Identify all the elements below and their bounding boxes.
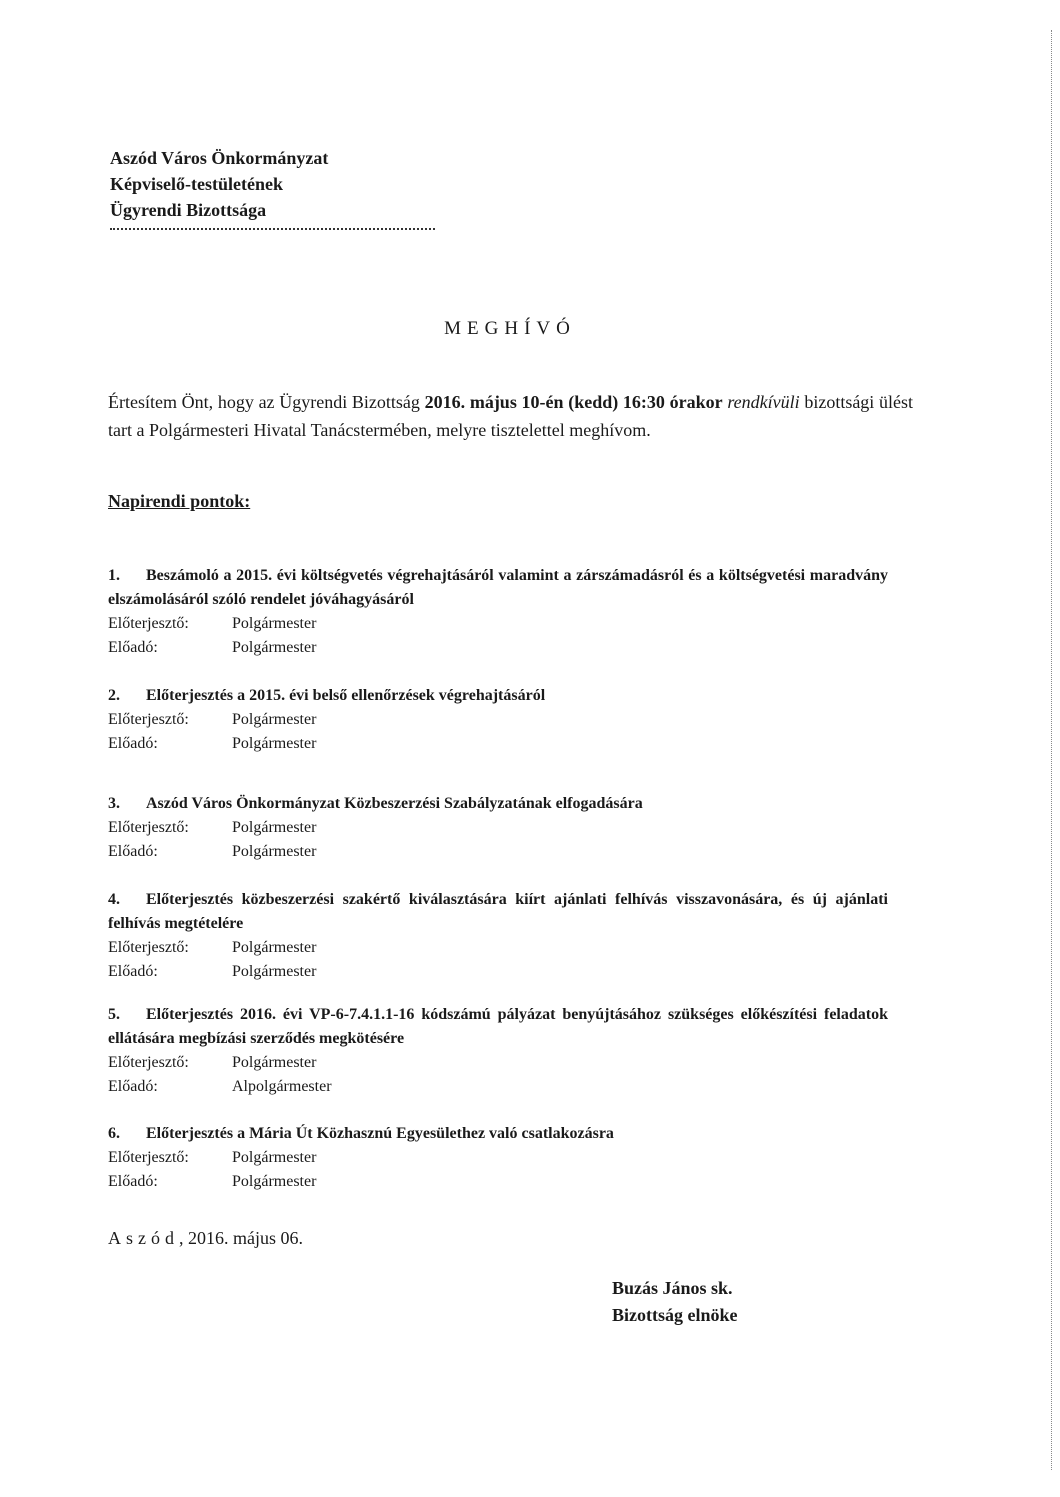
agenda-item-title: [108, 888, 888, 936]
agenda-item-title: [108, 1122, 888, 1146]
agenda-item-text: Beszámoló a 2015. évi költségvetés végrehajtásáról valamint a zárszámadásról és a költségvetési maradvány elszámolásáról szóló rendelet jóváhagyásáról: [108, 567, 888, 608]
presenter-value: Polgármester: [232, 615, 317, 632]
agenda-item-title: [108, 792, 888, 816]
presenter-value: Polgármester: [232, 1149, 317, 1166]
speaker-label: Előadó:: [108, 1173, 158, 1190]
agenda-item-title: [108, 1003, 888, 1051]
agenda-item-1: [108, 564, 888, 660]
agenda-item-title: [108, 564, 888, 612]
presenter-label: Előterjesztő:: [108, 819, 189, 836]
speaker-value: Polgármester: [232, 735, 317, 752]
speaker-value: Polgármester: [232, 639, 317, 656]
presenter-value: Polgármester: [232, 711, 317, 728]
intro-part-2: bizottsági ülést tart a Polgármesteri Hivatal Tanácstermében, melyre tisztelettel meghívom.: [108, 392, 914, 440]
agenda-item-text: Előterjesztés a Mária Út Közhasznú Egyesülethez való csatlakozásra: [146, 1125, 614, 1142]
agenda-item-title: [108, 684, 888, 708]
speaker-label: Előadó:: [108, 1078, 158, 1095]
agenda-item-number: 5.: [108, 1006, 120, 1023]
presenter-value: Polgármester: [232, 939, 317, 956]
agenda-item-number: 4.: [108, 891, 120, 908]
agenda-item-number: 1.: [108, 567, 120, 584]
date-text: , 2016. május 06.: [179, 1228, 303, 1248]
speaker-label: Előadó:: [108, 963, 158, 980]
presenter-value: Polgármester: [232, 1054, 317, 1071]
invitation-text: [108, 388, 913, 444]
agenda-heading: Napirendi pontok:: [108, 491, 251, 511]
agenda-item-number: 6.: [108, 1125, 120, 1142]
presenter-value: Polgármester: [232, 819, 317, 836]
agenda-item-text: Előterjesztés közbeszerzési szakértő kiválasztására kiírt ajánlati felhívás visszavonására, és új ajánlati felhívás megtételére: [108, 891, 888, 932]
place-name: Aszód: [108, 1228, 179, 1248]
speaker-label: Előadó:: [108, 843, 158, 860]
agenda-item-3: [108, 792, 888, 864]
speaker-value: Polgármester: [232, 843, 317, 860]
presenter-label: Előterjesztő:: [108, 1149, 189, 1166]
place-date: [108, 1228, 303, 1249]
agenda-item-2: [108, 684, 888, 756]
speaker-value: Alpolgármester: [232, 1078, 332, 1095]
signature-block: [612, 1275, 738, 1329]
agenda-item-text: Előterjesztés a 2015. évi belső ellenőrzések végrehajtásáról: [146, 687, 546, 704]
issuer-line-1: Aszód Város Önkormányzat: [110, 148, 329, 168]
scan-edge-line: [1051, 30, 1052, 1470]
signatory-name: Buzás János sk.: [612, 1278, 733, 1298]
agenda-item-text: Aszód Város Önkormányzat Közbeszerzési Szabályzatának elfogadására: [146, 795, 643, 812]
issuer-block: [110, 145, 328, 223]
intro-part-1: Értesítem Önt, hogy az Ügyrendi Bizottság: [108, 392, 425, 412]
agenda-item-5: [108, 1003, 888, 1099]
speaker-value: Polgármester: [232, 963, 317, 980]
agenda-item-number: 3.: [108, 795, 120, 812]
presenter-label: Előterjesztő:: [108, 615, 189, 632]
intro-meeting-type: rendkívüli: [727, 392, 800, 412]
intro-date-time: 2016. május 10-én (kedd) 16:30 órakor: [424, 392, 723, 412]
speaker-label: Előadó:: [108, 735, 158, 752]
presenter-label: Előterjesztő:: [108, 939, 189, 956]
issuer-line-3: Ügyrendi Bizottsága: [110, 200, 267, 220]
document-title: MEGHÍVÓ: [444, 318, 576, 339]
dotted-divider: [110, 228, 435, 230]
speaker-value: Polgármester: [232, 1173, 317, 1190]
agenda-item-text: Előterjesztés 2016. évi VP-6-7.4.1.1-16 kódszámú pályázat benyújtásához szükséges előkészítési feladatok ellátására megbízási szerződés megkötésére: [108, 1006, 888, 1047]
presenter-label: Előterjesztő:: [108, 1054, 189, 1071]
speaker-label: Előadó:: [108, 639, 158, 656]
agenda-item-6: [108, 1122, 888, 1194]
issuer-line-2: Képviselő-testületének: [110, 174, 283, 194]
agenda-item-number: 2.: [108, 687, 120, 704]
agenda-item-4: [108, 888, 888, 984]
presenter-label: Előterjesztő:: [108, 711, 189, 728]
signatory-role: Bizottság elnöke: [612, 1305, 738, 1325]
